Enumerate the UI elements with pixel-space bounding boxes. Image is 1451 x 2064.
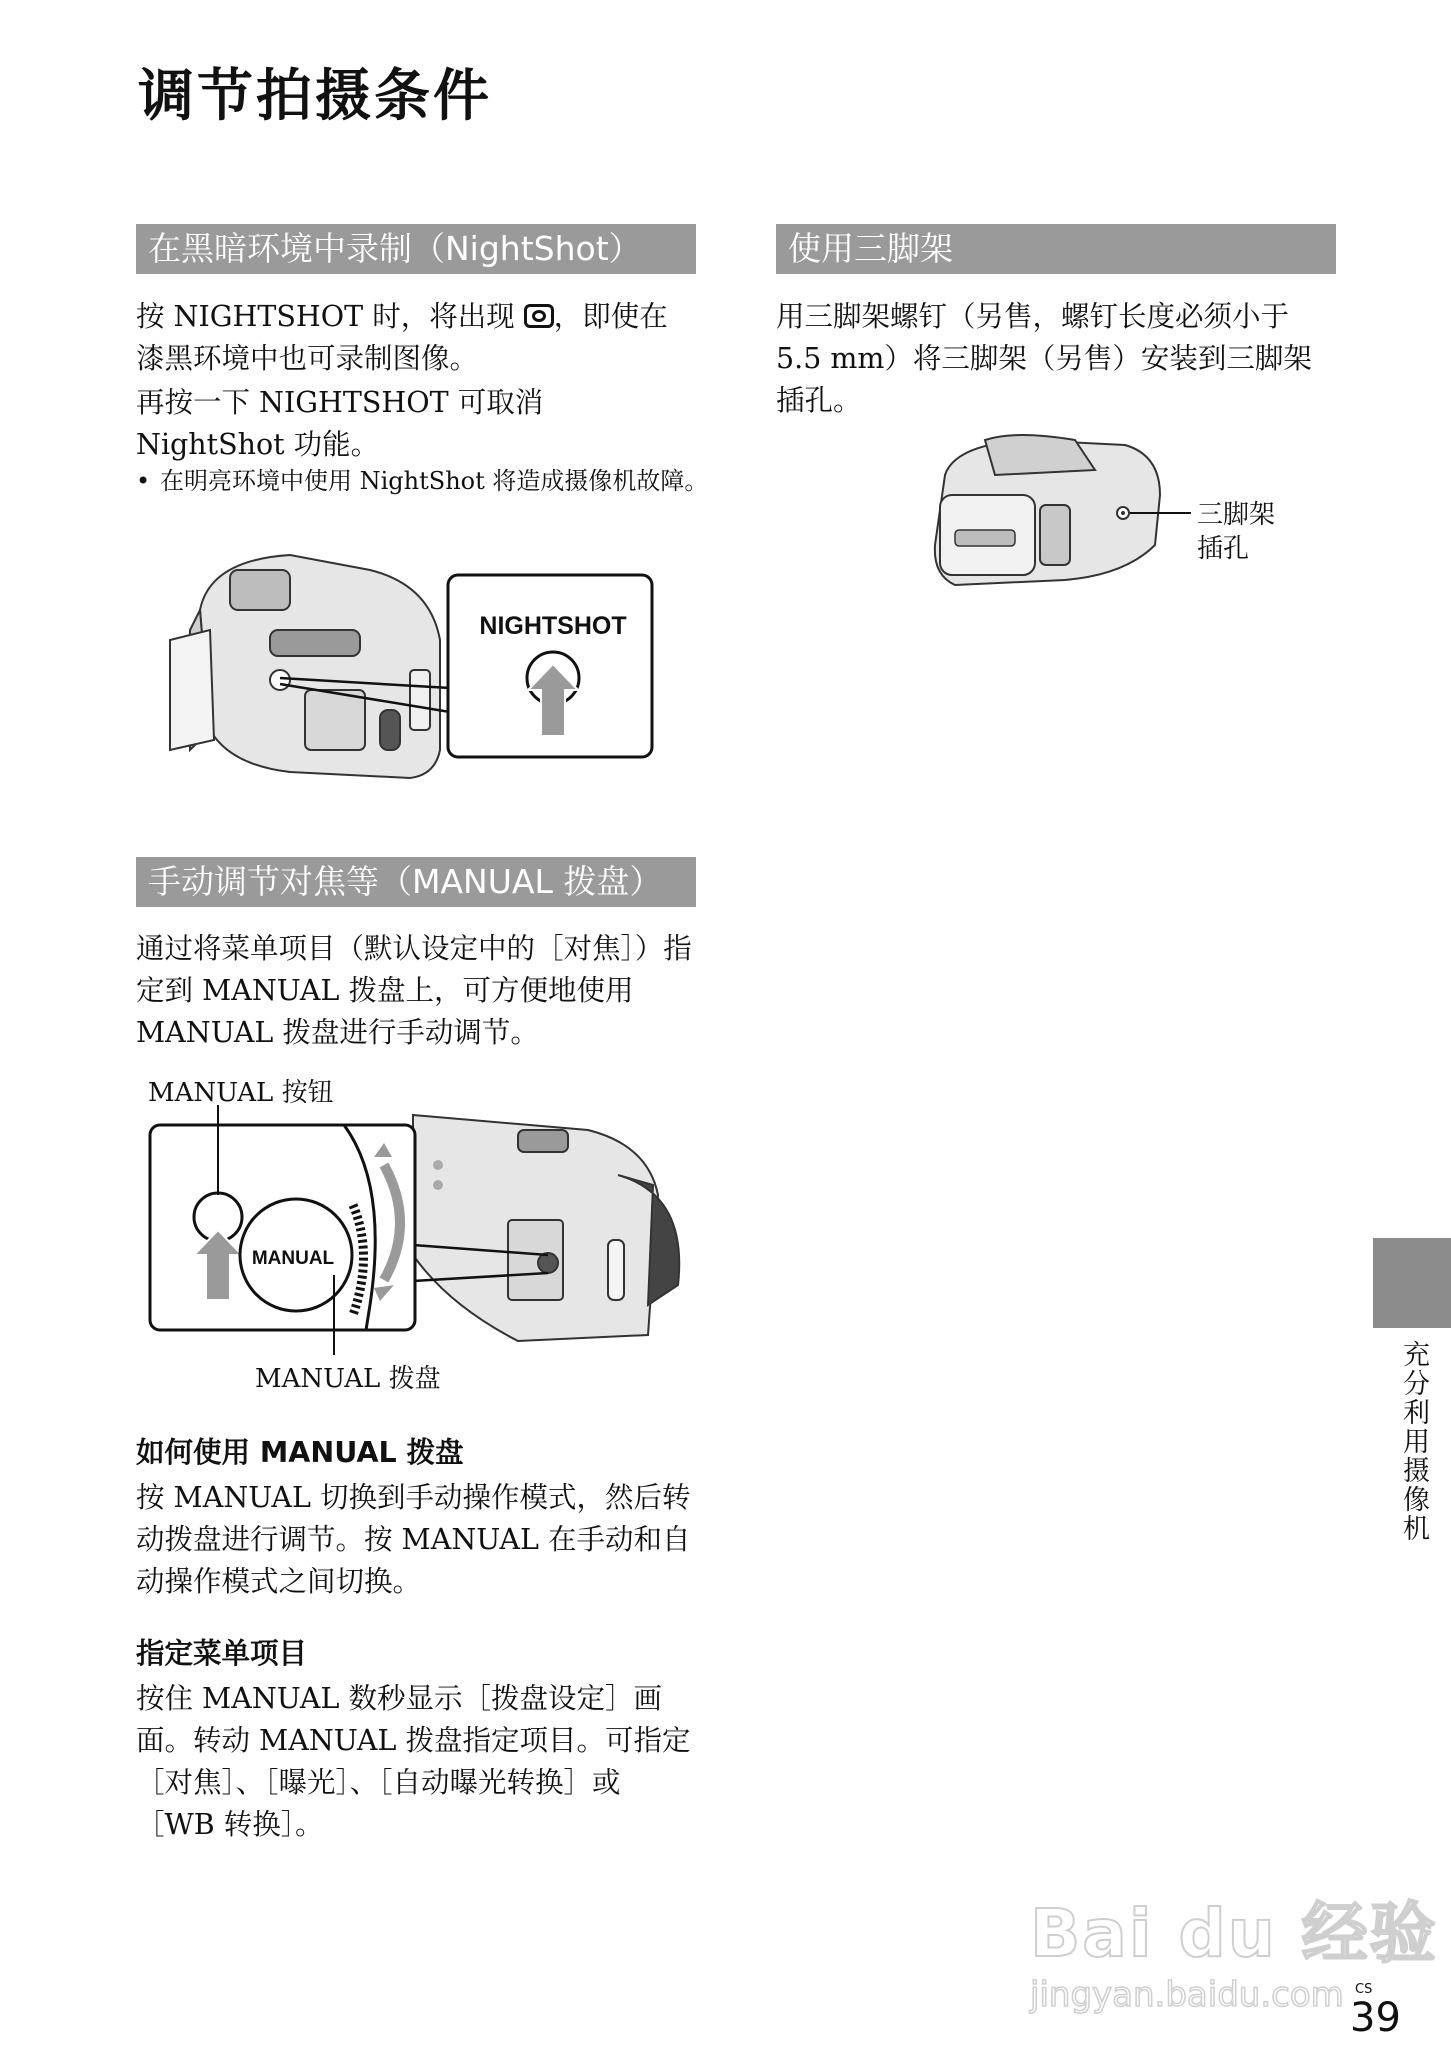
nightshot-paragraph-1 [136, 296, 696, 380]
tripod-paragraph: 用三脚架螺钉（另售，螺钉长度必须小于 5.5 mm）将三脚架（另售）安装到三脚架插孔。 [776, 300, 1312, 417]
page-title: 调节拍摄条件 [138, 64, 492, 129]
nightshot-paragraph-1-text-b: ，即使在漆黑环境中也可录制图像。 [136, 300, 668, 375]
side-chapter-tab [1373, 1238, 1451, 1328]
baidu-watermark-logo: Bai du 经验 [1030, 1895, 1438, 1972]
how-to-use-paragraph: 按 MANUAL 切换到手动操作模式，然后转动拨盘进行调节。按 MANUAL 在手动和自动操作模式之间切换。 [136, 1481, 691, 1598]
manual-paragraph: 通过将菜单项目（默认设定中的［对焦］）指定到 MANUAL 拨盘上，可方便地使用 MANUAL 拨盘进行手动调节。 [136, 932, 692, 1049]
nightshot-paragraph-1-text-a: 按 NIGHTSHOT 时，将出现 [136, 300, 524, 333]
assign-menu-paragraph: 按住 MANUAL 数秒显示［拨盘设定］画面。转动 MANUAL 拨盘指定项目。可指定［对焦］、［曝光］、［自动曝光转换］或［WB 转换］。 [136, 1682, 691, 1841]
nightshot-paragraph-2: 再按一下 NIGHTSHOT 可取消 NightShot 功能。 [136, 386, 544, 461]
nightshot-camera-illustration [170, 550, 660, 790]
how-to-use-heading: 如何使用 MANUAL 拨盘 [136, 1436, 464, 1469]
page-number: 39 [1350, 1995, 1401, 2041]
nightshot-button-label: NIGHTSHOT [479, 612, 627, 640]
section-heading-tripod: 使用三脚架 [776, 224, 1336, 274]
tripod-camera-illustration [925, 435, 1165, 595]
assign-menu-heading: 指定菜单项目 [136, 1637, 308, 1670]
manual-dial-illustration [148, 1105, 688, 1355]
baidu-watermark-url: jingyan.baidu.com [1030, 1975, 1344, 2015]
nightshot-note-text: 在明亮环境中使用 NightShot 将造成摄像机故障。 [160, 467, 709, 495]
nightshot-indicator-icon [524, 304, 554, 328]
manual-button-label: MANUAL 按钮 [148, 1078, 334, 1108]
section-heading-manual: 手动调节对焦等（MANUAL 拨盘） [136, 857, 696, 907]
tripod-socket-label-line2: 插孔 [1197, 534, 1250, 564]
side-chapter-label: 充分利用摄像机 [1398, 1340, 1429, 1543]
section-heading-nightshot: 在黑暗环境中录制（NightShot） [136, 224, 696, 274]
page-language-code: CS [1355, 1982, 1373, 1997]
manual-dial-label: MANUAL 拨盘 [255, 1364, 441, 1394]
nightshot-note [136, 463, 712, 499]
tripod-socket-label-line1: 三脚架 [1197, 500, 1276, 530]
manual-dial-text: MANUAL [251, 1248, 335, 1269]
note-bullet: • [136, 467, 151, 495]
